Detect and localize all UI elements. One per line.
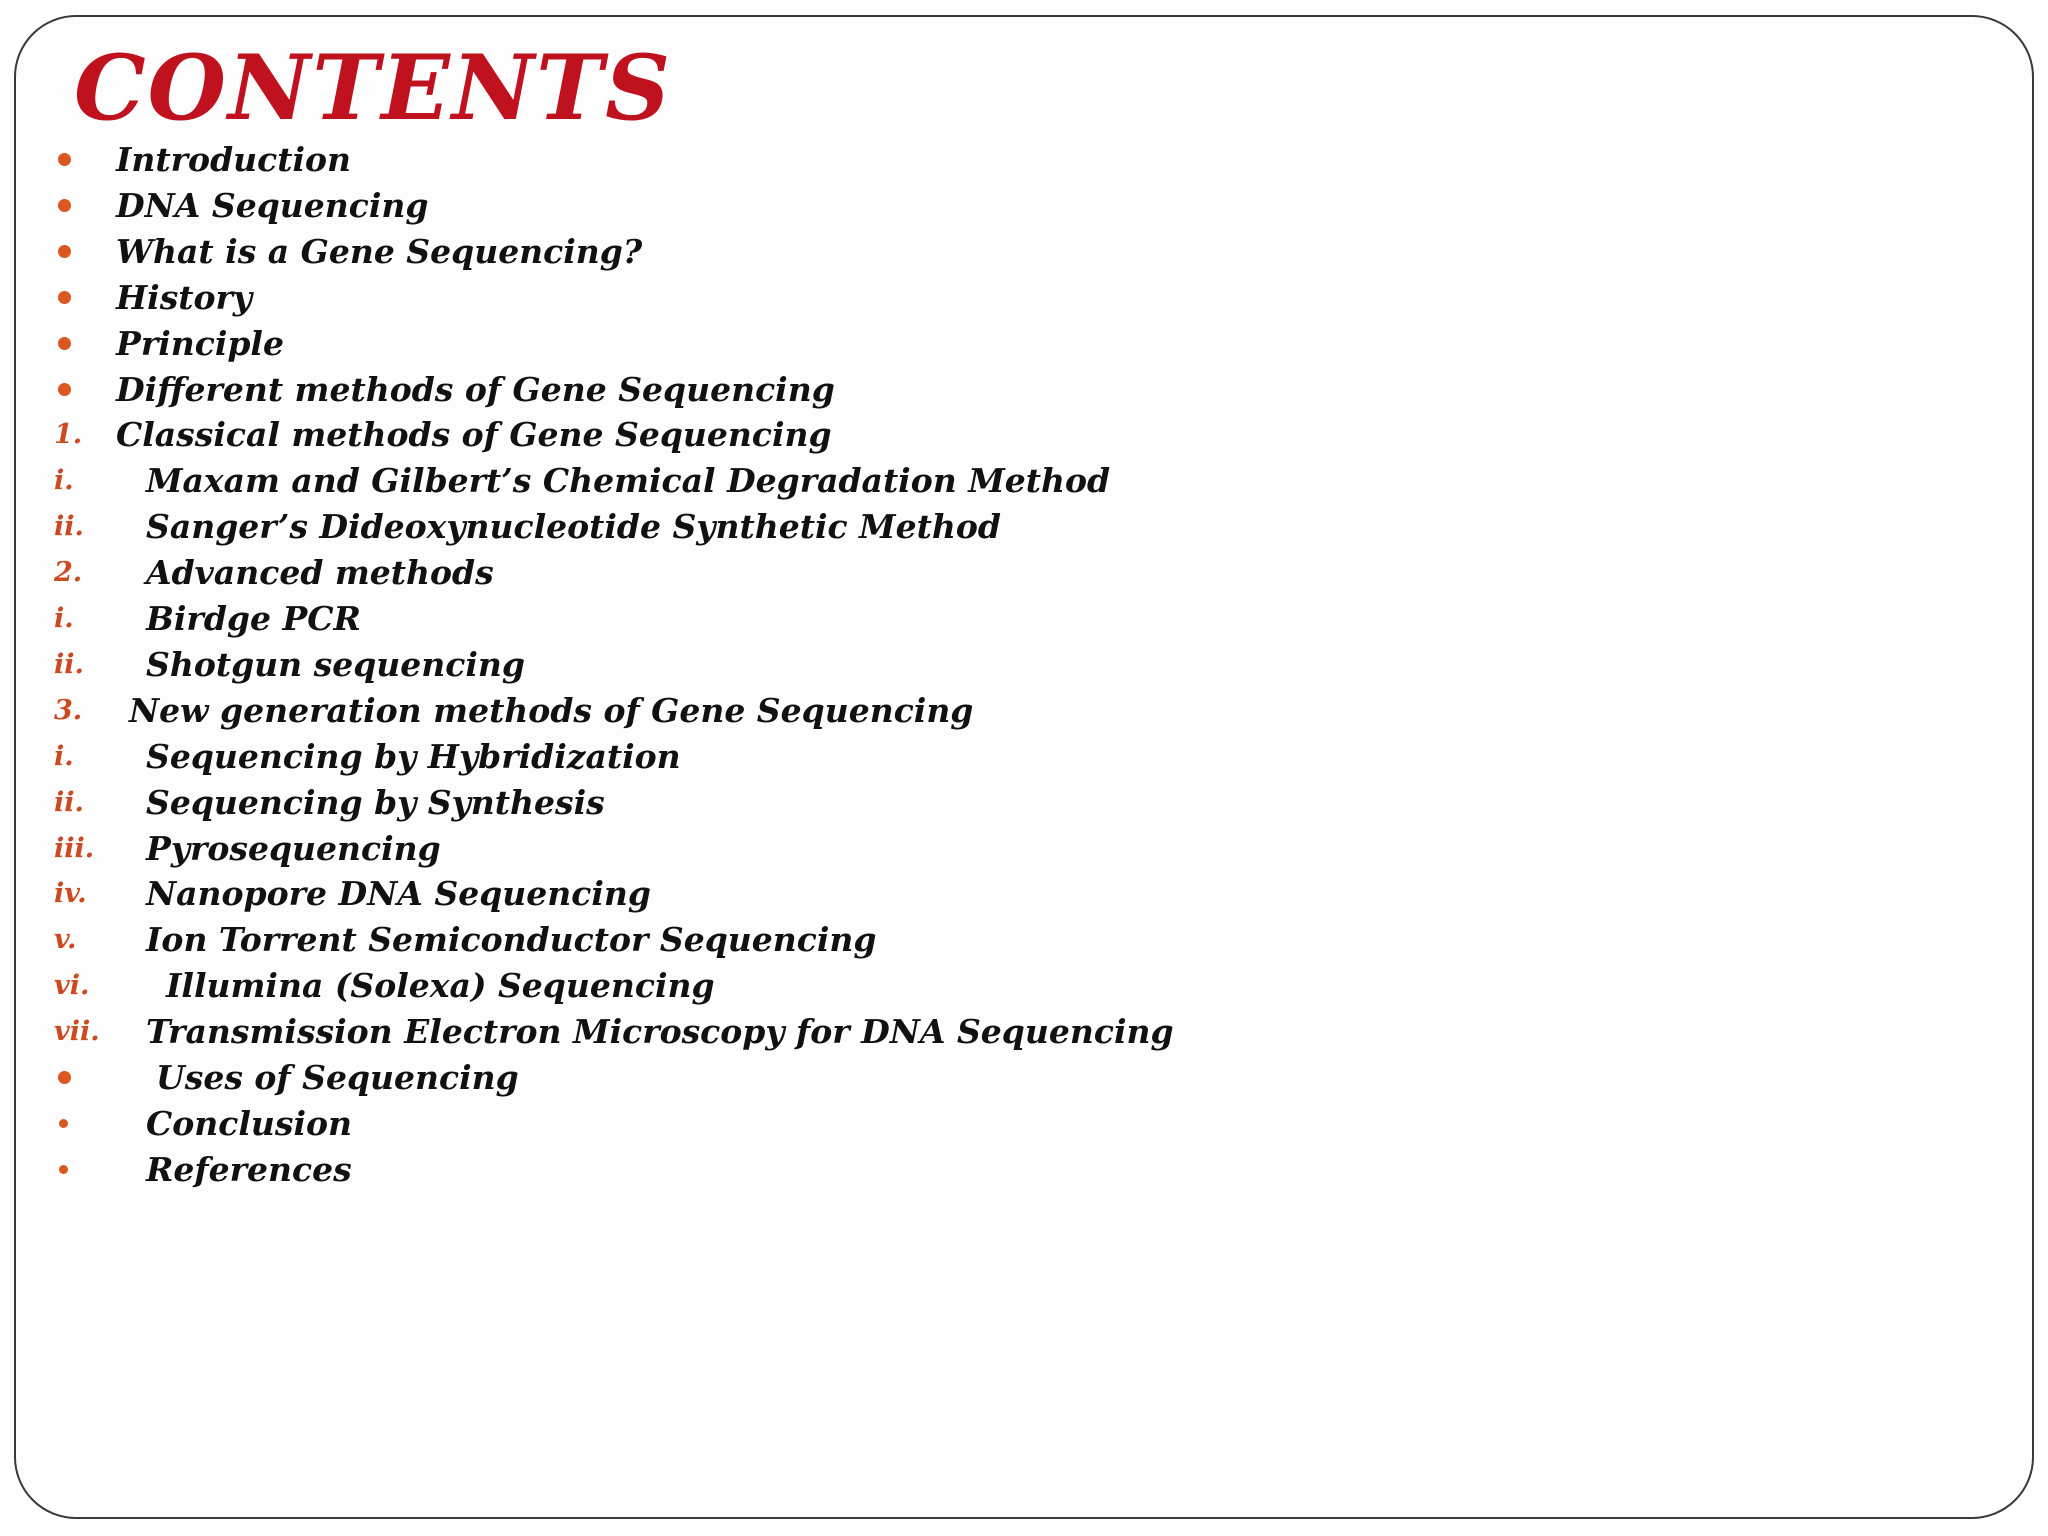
- list-item-label: History: [116, 277, 253, 317]
- list-item-label: Ion Torrent Semiconductor Sequencing: [146, 920, 877, 960]
- list-item: [16, 917, 2032, 963]
- bullet-icon: [58, 337, 71, 350]
- list-item-label: Conclusion: [146, 1103, 353, 1143]
- list-item: [16, 504, 2032, 550]
- list-item-label: What is a Gene Sequencing?: [116, 231, 643, 271]
- bullet-icon: [58, 153, 71, 166]
- slide-frame: [14, 15, 2034, 1519]
- list-item-label: Sequencing by Hybridization: [146, 736, 681, 776]
- list-item-label: Nanopore DNA Sequencing: [146, 874, 651, 914]
- contents-list: [16, 17, 2032, 1517]
- bullet-icon: [59, 1119, 68, 1128]
- list-item-label: Sequencing by Synthesis: [146, 782, 605, 822]
- list-item-label: Different methods of Gene Sequencing: [116, 369, 835, 409]
- list-item-marker: vii.: [54, 1016, 100, 1048]
- list-item: [16, 1101, 2032, 1147]
- list-item: [16, 321, 2032, 367]
- bullet-icon: [58, 1071, 71, 1084]
- list-item-marker: i.: [54, 740, 74, 772]
- list-item: [16, 871, 2032, 917]
- page-title: CONTENTS: [74, 35, 673, 141]
- bullet-icon: [58, 245, 71, 258]
- list-item-label: Classical methods of Gene Sequencing: [116, 415, 832, 455]
- list-item: [16, 826, 2032, 872]
- bullet-icon: [58, 383, 71, 396]
- list-item-marker: iv.: [54, 878, 87, 910]
- list-item: [16, 137, 2032, 183]
- list-item-label: Pyrosequencing: [146, 828, 441, 868]
- list-item-marker: 2.: [54, 557, 83, 589]
- list-item-marker: ii.: [54, 786, 84, 818]
- list-item: [16, 229, 2032, 275]
- list-item-marker: i.: [54, 603, 74, 634]
- list-item: [16, 367, 2032, 413]
- bullet-icon: [59, 1165, 68, 1174]
- list-item-label: Birdge PCR: [146, 599, 361, 638]
- list-item-label: Maxam and Gilbert’s Chemical Degradation Method: [146, 461, 1111, 501]
- list-item: [16, 275, 2032, 321]
- list-item: [16, 183, 2032, 229]
- list-item: [16, 550, 2032, 596]
- list-item-marker: 3.: [54, 694, 83, 726]
- list-item: [16, 1055, 2032, 1101]
- list-item-label: Illumina (Solexa) Sequencing: [166, 966, 715, 1006]
- list-item-label: DNA Sequencing: [116, 185, 429, 225]
- list-item-label: Introduction: [116, 140, 352, 179]
- list-item: [16, 963, 2032, 1009]
- list-item-label: Transmission Electron Microscopy for DNA Sequencing: [146, 1012, 1174, 1052]
- list-item-marker: iii.: [54, 832, 95, 864]
- list-item-label: Uses of Sequencing: [156, 1058, 519, 1097]
- list-item-marker: vi.: [54, 970, 90, 1002]
- list-item: [16, 1009, 2032, 1055]
- list-item-marker: ii.: [54, 511, 84, 543]
- list-item: [16, 688, 2032, 734]
- list-item-marker: ii.: [54, 648, 84, 680]
- list-item-label: Principle: [116, 323, 284, 363]
- list-item-marker: i.: [54, 465, 74, 497]
- list-item-marker: v.: [54, 924, 77, 956]
- bullet-icon: [58, 291, 71, 304]
- list-item: [16, 734, 2032, 780]
- list-item: [16, 780, 2032, 826]
- list-item-label: Advanced methods: [146, 553, 494, 593]
- list-item: [16, 412, 2032, 458]
- list-item: [16, 458, 2032, 504]
- bullet-icon: [58, 199, 71, 212]
- list-item: [16, 1147, 2032, 1193]
- list-item-marker: 1.: [54, 419, 83, 451]
- list-item: [16, 596, 2032, 642]
- list-item-label: Shotgun sequencing: [146, 644, 525, 684]
- list-item-label: New generation methods of Gene Sequencing: [129, 690, 974, 730]
- list-item-label: References: [146, 1149, 352, 1189]
- list-item-label: Sanger’s Dideoxynucleotide Synthetic Method: [146, 507, 1001, 547]
- list-item: [16, 642, 2032, 688]
